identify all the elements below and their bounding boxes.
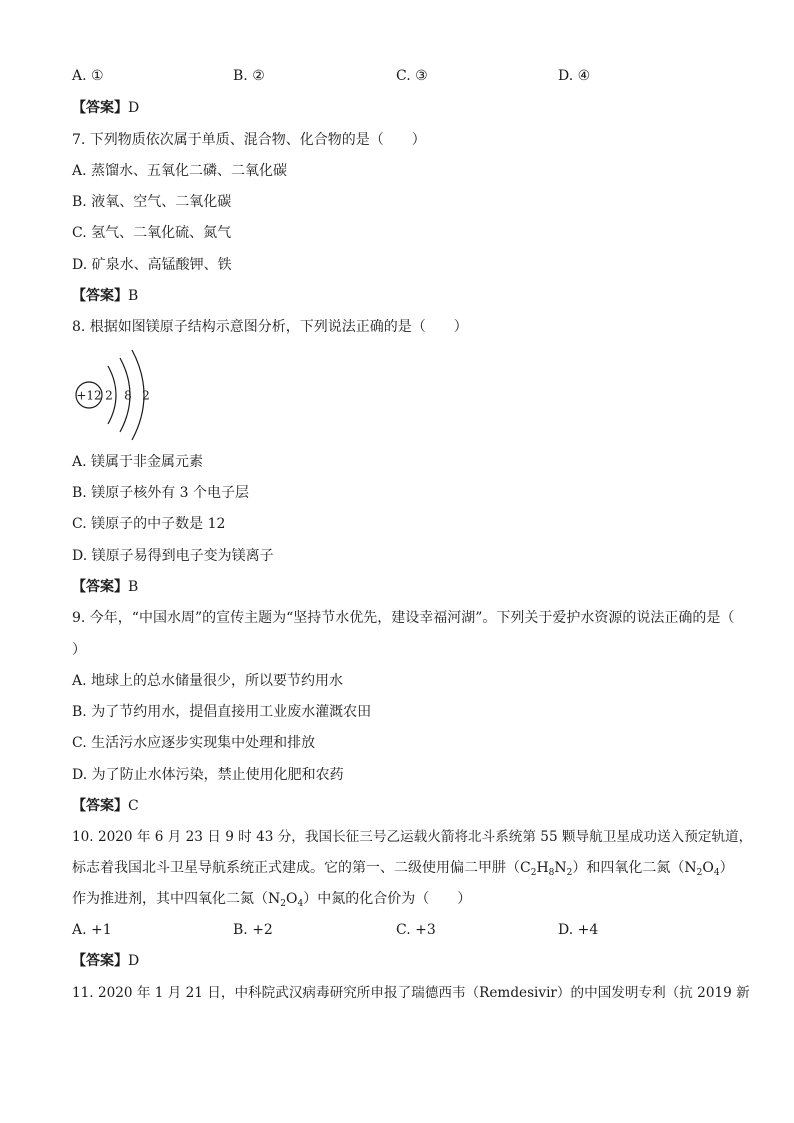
- nucleus-charge: +12: [76, 388, 102, 403]
- shell-2-electrons: 8: [124, 388, 132, 403]
- q9-option-a: A. 地球上的总水储量很少，所以要节约用水: [72, 673, 344, 689]
- q10-option-b: B. +2: [233, 922, 273, 938]
- q7-option-a: A. 蒸馏水、五氧化二磷、二氧化碳: [72, 163, 288, 179]
- q9-option-b: B. 为了节约用水，提倡直接用工业废水灌溉农田: [72, 704, 372, 720]
- q11-stem-line1: 11. 2020 年 1 月 21 日，中科院武汉病毒研究所申报了瑞德西韦（Remdesivir）的中国发明专利（抗 2019 新: [72, 985, 750, 1001]
- q7-option-c: C. 氢气、二氧化硫、氮气: [72, 225, 232, 241]
- q9-option-c: C. 生活污水应逐步实现集中处理和排放: [72, 735, 316, 751]
- q10-option-d: D. +4: [558, 922, 599, 938]
- q6-option-d: D. ④: [558, 68, 591, 84]
- q9-stem-line2: ）: [72, 642, 86, 658]
- q8-option-a: A. 镁属于非金属元素: [72, 454, 204, 470]
- q8-option-c: C. 镁原子的中子数是 12: [72, 516, 226, 532]
- q9-answer: 【答案】C: [72, 798, 139, 814]
- q7-answer: 【答案】B: [72, 288, 139, 304]
- q10-stem-line2: 标志着我国北斗卫星导航系统正式建成。它的第一、二级使用偏二甲肼$(C_2H_8N_2)$和四氧化二氮$(N_2O_4)$: [72, 860, 734, 878]
- q6-answer: 【答案】D: [72, 100, 140, 116]
- shell-3-electrons: 2: [142, 388, 150, 403]
- q10-option-a: A. +1: [72, 922, 112, 938]
- q10-stem-line3: 作为推进剂，其中四氧化二氮$(N_2O_4)$中氮的化合价为（ ）: [72, 891, 472, 909]
- q6-option-c: C. ③: [396, 68, 428, 84]
- q7-option-d: D. 矿泉水、高锰酸钾、铁: [72, 257, 232, 273]
- q6-option-a: A. ①: [72, 68, 104, 84]
- q8-option-d: D. 镁原子易得到电子变为镁离子: [72, 548, 274, 564]
- q7-option-b: B. 液氧、空气、二氧化碳: [72, 194, 232, 210]
- q10-option-c: C. +3: [396, 922, 436, 938]
- magnesium-atom-diagram: [70, 346, 170, 442]
- q8-option-b: B. 镁原子核外有 3 个电子层: [72, 485, 249, 501]
- q9-stem-line1: 9. 今年，“中国水周”的宣传主题为“坚持节水优先，建设幸福河湖”。下列关于爱护水资源的说法正确的是（: [72, 610, 735, 626]
- shell-1-electrons: 2: [105, 388, 113, 403]
- q10-answer: 【答案】D: [72, 953, 140, 969]
- q8-stem: 8. 根据如图镁原子结构示意图分析，下列说法正确的是（ ）: [72, 319, 468, 335]
- q10-stem-line1: 10. 2020 年 6 月 23 日 9 时 43 分，我国长征三号乙运载火箭将北斗系统第 55 颗导航卫星成功送入预定轨道，: [72, 829, 753, 845]
- q7-stem: 7. 下列物质依次属于单质、混合物、化合物的是（ ）: [72, 132, 426, 148]
- q9-option-d: D. 为了防止水体污染，禁止使用化肥和农药: [72, 767, 344, 783]
- q6-option-b: B. ②: [233, 68, 265, 84]
- q8-answer: 【答案】B: [72, 579, 139, 595]
